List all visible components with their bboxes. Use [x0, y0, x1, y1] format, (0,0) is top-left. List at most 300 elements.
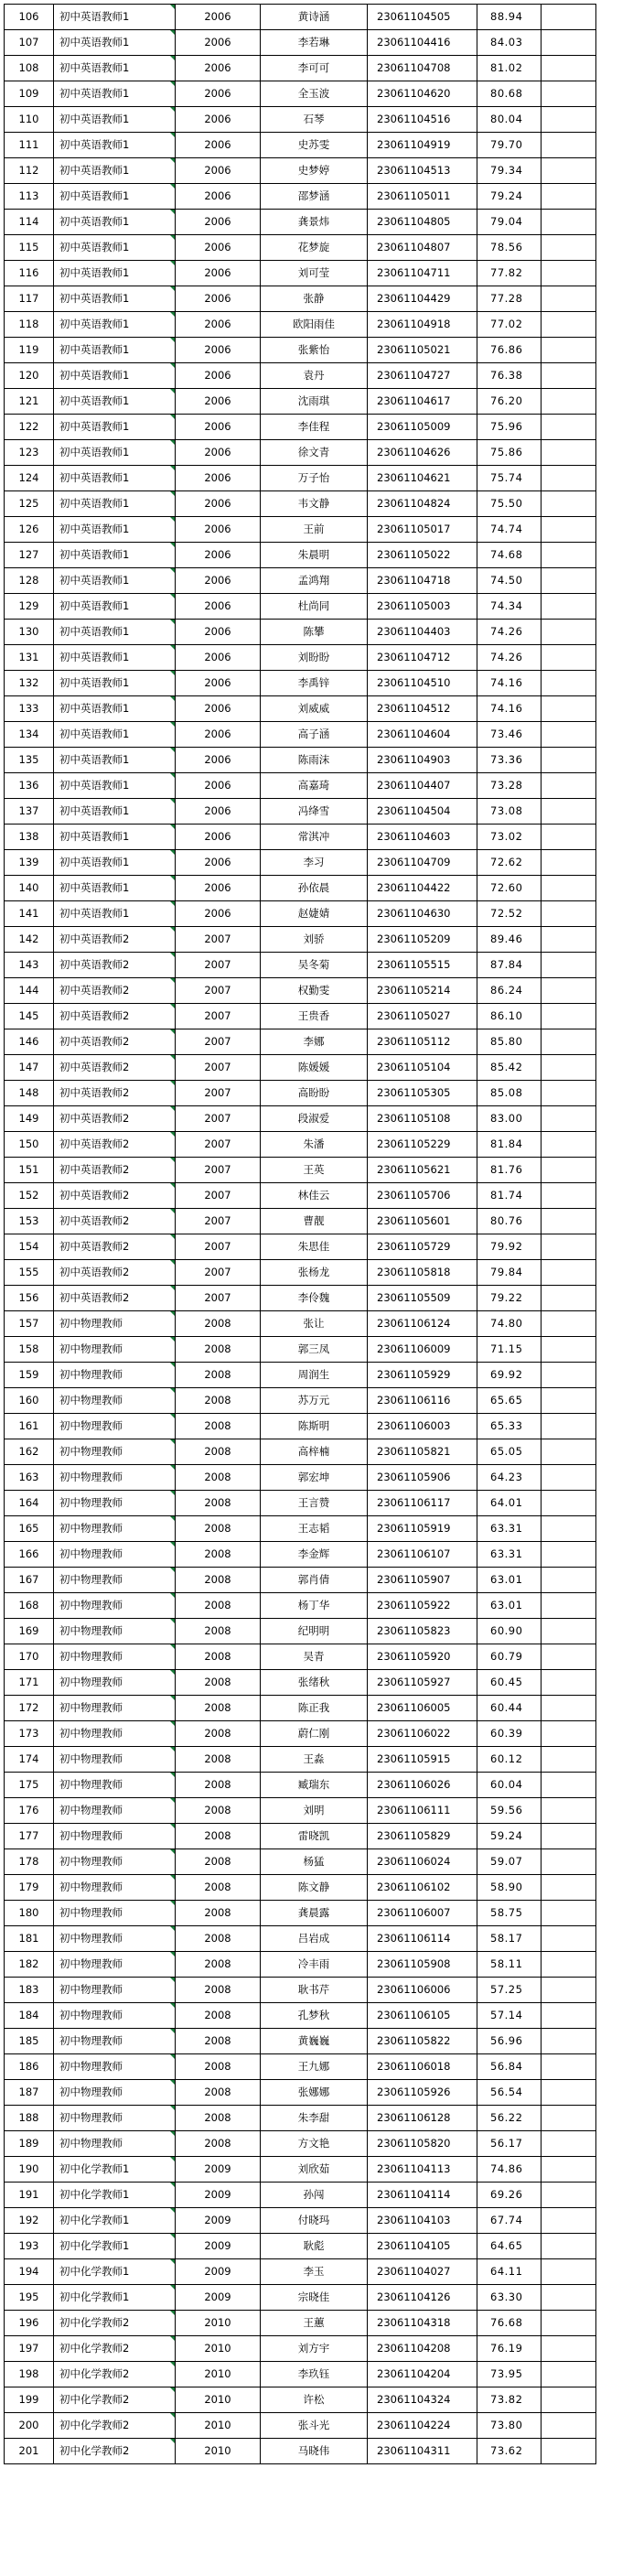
position-cell: 初中物理教师 [54, 1619, 176, 1644]
ticket-number-cell: 23061105906 [368, 1465, 477, 1491]
score-cell: 56.54 [477, 2080, 542, 2106]
score-table-body [5, 5, 596, 2464]
row-number-cell: 146 [5, 1029, 54, 1055]
score-cell: 81.84 [477, 1132, 542, 1158]
table-row [5, 1132, 596, 1158]
candidate-name-cell: 朱思佳 [261, 1234, 368, 1260]
row-number-cell: 121 [5, 389, 54, 415]
row-number-cell: 120 [5, 363, 54, 389]
ticket-number-cell: 23061104416 [368, 30, 477, 56]
position-code-cell: 2006 [176, 210, 261, 235]
ticket-number-cell: 23061104603 [368, 825, 477, 850]
ticket-number-cell: 23061105022 [368, 543, 477, 568]
ticket-number-cell: 23061104918 [368, 312, 477, 338]
score-cell: 79.24 [477, 184, 542, 210]
table-row [5, 1491, 596, 1516]
remark-cell [542, 2054, 596, 2080]
table-row [5, 2029, 596, 2054]
row-number-cell: 196 [5, 2311, 54, 2336]
position-cell: 初中英语教师1 [54, 568, 176, 594]
score-cell: 64.23 [477, 1465, 542, 1491]
position-code-cell: 2006 [176, 799, 261, 825]
position-cell: 初中英语教师1 [54, 261, 176, 286]
position-cell: 初中英语教师1 [54, 107, 176, 133]
ticket-number-cell: 23061105003 [368, 594, 477, 620]
table-row [5, 620, 596, 645]
ticket-number-cell: 23061106114 [368, 1926, 477, 1952]
row-number-cell: 162 [5, 1439, 54, 1465]
row-number-cell: 163 [5, 1465, 54, 1491]
position-code-cell: 2008 [176, 1670, 261, 1696]
remark-cell [542, 440, 596, 466]
ticket-number-cell: 23061106024 [368, 1849, 477, 1875]
score-cell: 63.01 [477, 1593, 542, 1619]
remark-cell [542, 2106, 596, 2131]
candidate-name-cell: 沈雨琪 [261, 389, 368, 415]
position-cell: 初中英语教师1 [54, 491, 176, 517]
ticket-number-cell: 23061106009 [368, 1337, 477, 1363]
score-cell: 85.42 [477, 1055, 542, 1081]
score-cell: 79.22 [477, 1286, 542, 1311]
position-cell: 初中英语教师1 [54, 312, 176, 338]
candidate-name-cell: 杨猛 [261, 1849, 368, 1875]
row-number-cell: 155 [5, 1260, 54, 1286]
position-code-cell: 2008 [176, 2029, 261, 2054]
remark-cell [542, 210, 596, 235]
table-row [5, 2285, 596, 2311]
position-code-cell: 2006 [176, 261, 261, 286]
ticket-number-cell: 23061106022 [368, 1721, 477, 1747]
ticket-number-cell: 23061104807 [368, 235, 477, 261]
remark-cell [542, 1978, 596, 2003]
position-code-cell: 2006 [176, 773, 261, 799]
row-number-cell: 177 [5, 1824, 54, 1849]
score-cell: 86.24 [477, 978, 542, 1004]
candidate-name-cell: 权勤雯 [261, 978, 368, 1004]
position-cell: 初中英语教师1 [54, 81, 176, 107]
table-row [5, 876, 596, 901]
row-number-cell: 142 [5, 927, 54, 953]
position-cell: 初中英语教师2 [54, 953, 176, 978]
position-code-cell: 2006 [176, 748, 261, 773]
remark-cell [542, 1542, 596, 1568]
table-row [5, 1516, 596, 1542]
ticket-number-cell: 23061105112 [368, 1029, 477, 1055]
row-number-cell: 190 [5, 2157, 54, 2183]
score-cell: 74.50 [477, 568, 542, 594]
score-cell: 64.65 [477, 2234, 542, 2259]
remark-cell [542, 1106, 596, 1132]
ticket-number-cell: 23061106007 [368, 1901, 477, 1926]
table-row [5, 1875, 596, 1901]
score-cell: 74.68 [477, 543, 542, 568]
position-cell: 初中英语教师1 [54, 901, 176, 927]
remark-cell [542, 876, 596, 901]
position-cell: 初中英语教师1 [54, 286, 176, 312]
position-code-cell: 2006 [176, 440, 261, 466]
position-cell: 初中英语教师2 [54, 1209, 176, 1234]
position-code-cell: 2006 [176, 389, 261, 415]
table-row [5, 363, 596, 389]
score-cell: 73.80 [477, 2413, 542, 2439]
position-cell: 初中物理教师 [54, 2131, 176, 2157]
candidate-name-cell: 龚晨露 [261, 1901, 368, 1926]
position-cell: 初中物理教师 [54, 1849, 176, 1875]
position-code-cell: 2006 [176, 107, 261, 133]
table-row [5, 2362, 596, 2387]
row-number-cell: 137 [5, 799, 54, 825]
row-number-cell: 189 [5, 2131, 54, 2157]
score-cell: 85.08 [477, 1081, 542, 1106]
candidate-name-cell: 郭宏坤 [261, 1465, 368, 1491]
position-cell: 初中物理教师 [54, 1542, 176, 1568]
position-cell: 初中英语教师1 [54, 850, 176, 876]
candidate-name-cell: 李习 [261, 850, 368, 876]
ticket-number-cell: 23061104422 [368, 876, 477, 901]
position-code-cell: 2007 [176, 1029, 261, 1055]
ticket-number-cell: 23061104103 [368, 2208, 477, 2234]
remark-cell [542, 1055, 596, 1081]
ticket-number-cell: 23061106117 [368, 1491, 477, 1516]
candidate-name-cell: 常淇冲 [261, 825, 368, 850]
position-code-cell: 2006 [176, 363, 261, 389]
remark-cell [542, 1286, 596, 1311]
score-table [4, 4, 596, 2464]
ticket-number-cell: 23061105305 [368, 1081, 477, 1106]
row-number-cell: 183 [5, 1978, 54, 2003]
ticket-number-cell: 23061104626 [368, 440, 477, 466]
table-row [5, 671, 596, 696]
position-code-cell: 2007 [176, 1209, 261, 1234]
row-number-cell: 118 [5, 312, 54, 338]
candidate-name-cell: 朱潘 [261, 1132, 368, 1158]
candidate-name-cell: 许松 [261, 2387, 368, 2413]
candidate-name-cell: 陈雨沫 [261, 748, 368, 773]
score-cell: 76.86 [477, 338, 542, 363]
position-cell: 初中物理教师 [54, 1465, 176, 1491]
remark-cell [542, 1568, 596, 1593]
ticket-number-cell: 23061104504 [368, 799, 477, 825]
position-cell: 初中物理教师 [54, 1773, 176, 1798]
position-cell: 初中物理教师 [54, 1952, 176, 1978]
position-cell: 初中英语教师1 [54, 210, 176, 235]
remark-cell [542, 338, 596, 363]
remark-cell [542, 1516, 596, 1542]
remark-cell [542, 1696, 596, 1721]
ticket-number-cell: 23061104105 [368, 2234, 477, 2259]
row-number-cell: 135 [5, 748, 54, 773]
position-cell: 初中物理教师 [54, 1516, 176, 1542]
remark-cell [542, 1901, 596, 1926]
position-cell: 初中英语教师2 [54, 1132, 176, 1158]
table-row [5, 2131, 596, 2157]
table-row [5, 1593, 596, 1619]
remark-cell [542, 517, 596, 543]
table-row [5, 286, 596, 312]
remark-cell [542, 1183, 596, 1209]
score-cell: 56.17 [477, 2131, 542, 2157]
remark-cell [542, 696, 596, 722]
table-row [5, 901, 596, 927]
table-row [5, 2054, 596, 2080]
remark-cell [542, 620, 596, 645]
score-cell: 89.46 [477, 927, 542, 953]
table-row [5, 107, 596, 133]
table-row [5, 1926, 596, 1952]
row-number-cell: 145 [5, 1004, 54, 1029]
table-row [5, 1311, 596, 1337]
remark-cell [542, 1491, 596, 1516]
score-cell: 75.74 [477, 466, 542, 491]
remark-cell [542, 773, 596, 799]
score-cell: 87.84 [477, 953, 542, 978]
position-code-cell: 2008 [176, 1619, 261, 1644]
score-cell: 81.74 [477, 1183, 542, 1209]
score-cell: 84.03 [477, 30, 542, 56]
position-code-cell: 2008 [176, 1798, 261, 1824]
table-row [5, 1568, 596, 1593]
position-cell: 初中英语教师1 [54, 645, 176, 671]
ticket-number-cell: 23061105907 [368, 1568, 477, 1593]
row-number-cell: 153 [5, 1209, 54, 1234]
position-code-cell: 2008 [176, 1721, 261, 1747]
row-number-cell: 157 [5, 1311, 54, 1337]
ticket-number-cell: 23061104126 [368, 2285, 477, 2311]
ticket-number-cell: 23061105515 [368, 953, 477, 978]
ticket-number-cell: 23061105821 [368, 1439, 477, 1465]
score-cell: 72.52 [477, 901, 542, 927]
ticket-number-cell: 23061104709 [368, 850, 477, 876]
position-cell: 初中英语教师1 [54, 773, 176, 799]
candidate-name-cell: 袁丹 [261, 363, 368, 389]
candidate-name-cell: 吕岩成 [261, 1926, 368, 1952]
remark-cell [542, 1337, 596, 1363]
position-cell: 初中英语教师1 [54, 389, 176, 415]
position-code-cell: 2006 [176, 184, 261, 210]
position-cell: 初中化学教师1 [54, 2183, 176, 2208]
remark-cell [542, 799, 596, 825]
row-number-cell: 154 [5, 1234, 54, 1260]
candidate-name-cell: 石琴 [261, 107, 368, 133]
table-row [5, 568, 596, 594]
remark-cell [542, 2003, 596, 2029]
position-cell: 初中物理教师 [54, 1798, 176, 1824]
score-cell: 81.76 [477, 1158, 542, 1183]
row-number-cell: 188 [5, 2106, 54, 2131]
score-cell: 73.08 [477, 799, 542, 825]
position-code-cell: 2009 [176, 2259, 261, 2285]
table-row [5, 30, 596, 56]
ticket-number-cell: 23061105027 [368, 1004, 477, 1029]
position-code-cell: 2008 [176, 1926, 261, 1952]
table-row [5, 1081, 596, 1106]
score-cell: 73.28 [477, 773, 542, 799]
ticket-number-cell: 23061104403 [368, 620, 477, 645]
row-number-cell: 134 [5, 722, 54, 748]
candidate-name-cell: 徐文青 [261, 440, 368, 466]
candidate-name-cell: 黄诗涵 [261, 5, 368, 30]
candidate-name-cell: 张斗光 [261, 2413, 368, 2439]
candidate-name-cell: 郭肖倩 [261, 1568, 368, 1593]
position-code-cell: 2007 [176, 1260, 261, 1286]
position-cell: 初中英语教师1 [54, 133, 176, 158]
candidate-name-cell: 李伶魏 [261, 1286, 368, 1311]
candidate-name-cell: 郭三凤 [261, 1337, 368, 1363]
ticket-number-cell: 23061104324 [368, 2387, 477, 2413]
score-cell: 63.30 [477, 2285, 542, 2311]
candidate-name-cell: 万子怡 [261, 466, 368, 491]
table-row [5, 1106, 596, 1132]
position-cell: 初中化学教师2 [54, 2362, 176, 2387]
score-cell: 65.05 [477, 1439, 542, 1465]
remark-cell [542, 1004, 596, 1029]
score-cell: 86.10 [477, 1004, 542, 1029]
row-number-cell: 171 [5, 1670, 54, 1696]
position-cell: 初中英语教师1 [54, 56, 176, 81]
position-cell: 初中物理教师 [54, 2106, 176, 2131]
score-cell: 67.74 [477, 2208, 542, 2234]
candidate-name-cell: 朱李甜 [261, 2106, 368, 2131]
score-cell: 69.92 [477, 1363, 542, 1388]
position-cell: 初中物理教师 [54, 1337, 176, 1363]
row-number-cell: 140 [5, 876, 54, 901]
candidate-name-cell: 宗晓佳 [261, 2285, 368, 2311]
remark-cell [542, 1414, 596, 1439]
row-number-cell: 173 [5, 1721, 54, 1747]
candidate-name-cell: 史梦婷 [261, 158, 368, 184]
row-number-cell: 192 [5, 2208, 54, 2234]
candidate-name-cell: 张娜娜 [261, 2080, 368, 2106]
row-number-cell: 159 [5, 1363, 54, 1388]
ticket-number-cell: 23061105229 [368, 1132, 477, 1158]
row-number-cell: 170 [5, 1644, 54, 1670]
remark-cell [542, 2080, 596, 2106]
position-code-cell: 2008 [176, 1337, 261, 1363]
score-cell: 58.90 [477, 1875, 542, 1901]
score-cell: 60.45 [477, 1670, 542, 1696]
row-number-cell: 201 [5, 2439, 54, 2464]
ticket-number-cell: 23061105823 [368, 1619, 477, 1644]
ticket-number-cell: 23061104513 [368, 158, 477, 184]
ticket-number-cell: 23061105920 [368, 1644, 477, 1670]
position-code-cell: 2007 [176, 978, 261, 1004]
candidate-name-cell: 臧瑞东 [261, 1773, 368, 1798]
position-cell: 初中英语教师2 [54, 1081, 176, 1106]
row-number-cell: 175 [5, 1773, 54, 1798]
candidate-name-cell: 张绪秋 [261, 1670, 368, 1696]
table-row [5, 2387, 596, 2413]
position-code-cell: 2010 [176, 2336, 261, 2362]
table-row [5, 1363, 596, 1388]
score-cell: 75.50 [477, 491, 542, 517]
remark-cell [542, 1875, 596, 1901]
score-cell: 88.94 [477, 5, 542, 30]
candidate-name-cell: 韦文静 [261, 491, 368, 517]
row-number-cell: 108 [5, 56, 54, 81]
score-cell: 56.96 [477, 2029, 542, 2054]
score-cell: 63.31 [477, 1516, 542, 1542]
position-cell: 初中物理教师 [54, 1670, 176, 1696]
candidate-name-cell: 刘威威 [261, 696, 368, 722]
position-code-cell: 2008 [176, 1824, 261, 1849]
remark-cell [542, 235, 596, 261]
row-number-cell: 109 [5, 81, 54, 107]
table-row [5, 1721, 596, 1747]
table-row [5, 748, 596, 773]
row-number-cell: 194 [5, 2259, 54, 2285]
ticket-number-cell: 23061105915 [368, 1747, 477, 1773]
table-row [5, 389, 596, 415]
position-code-cell: 2008 [176, 1363, 261, 1388]
table-row [5, 81, 596, 107]
candidate-name-cell: 全玉波 [261, 81, 368, 107]
remark-cell [542, 1260, 596, 1286]
score-cell: 80.68 [477, 81, 542, 107]
ticket-number-cell: 23061104114 [368, 2183, 477, 2208]
position-code-cell: 2007 [176, 953, 261, 978]
table-row [5, 2208, 596, 2234]
ticket-number-cell: 23061104711 [368, 261, 477, 286]
remark-cell [542, 978, 596, 1004]
position-cell: 初中英语教师1 [54, 466, 176, 491]
ticket-number-cell: 23061105822 [368, 2029, 477, 2054]
position-code-cell: 2006 [176, 645, 261, 671]
score-cell: 85.80 [477, 1029, 542, 1055]
position-code-cell: 2008 [176, 1568, 261, 1593]
score-cell: 74.80 [477, 1311, 542, 1337]
candidate-name-cell: 林佳云 [261, 1183, 368, 1209]
position-cell: 初中英语教师1 [54, 748, 176, 773]
remark-cell [542, 543, 596, 568]
table-row [5, 440, 596, 466]
table-row [5, 415, 596, 440]
position-code-cell: 2006 [176, 901, 261, 927]
row-number-cell: 168 [5, 1593, 54, 1619]
candidate-name-cell: 李若琳 [261, 30, 368, 56]
position-cell: 初中物理教师 [54, 2080, 176, 2106]
ticket-number-cell: 23061105108 [368, 1106, 477, 1132]
score-cell: 58.75 [477, 1901, 542, 1926]
position-code-cell: 2006 [176, 466, 261, 491]
candidate-name-cell: 赵婕婧 [261, 901, 368, 927]
score-cell: 73.62 [477, 2439, 542, 2464]
remark-cell [542, 107, 596, 133]
candidate-name-cell: 李可可 [261, 56, 368, 81]
position-cell: 初中英语教师1 [54, 235, 176, 261]
ticket-number-cell: 23061105818 [368, 1260, 477, 1286]
score-cell: 74.16 [477, 696, 542, 722]
table-row [5, 1388, 596, 1414]
row-number-cell: 119 [5, 338, 54, 363]
position-cell: 初中英语教师1 [54, 517, 176, 543]
remark-cell [542, 1593, 596, 1619]
score-cell: 72.62 [477, 850, 542, 876]
ticket-number-cell: 23061105922 [368, 1593, 477, 1619]
remark-cell [542, 1670, 596, 1696]
score-cell: 65.65 [477, 1388, 542, 1414]
remark-cell [542, 184, 596, 210]
table-row [5, 1542, 596, 1568]
candidate-name-cell: 王蕙 [261, 2311, 368, 2336]
score-cell: 63.01 [477, 1568, 542, 1593]
position-code-cell: 2006 [176, 30, 261, 56]
remark-cell [542, 415, 596, 440]
score-cell: 59.24 [477, 1824, 542, 1849]
ticket-number-cell: 23061104617 [368, 389, 477, 415]
score-cell: 75.86 [477, 440, 542, 466]
position-code-cell: 2007 [176, 1286, 261, 1311]
position-code-cell: 2010 [176, 2387, 261, 2413]
